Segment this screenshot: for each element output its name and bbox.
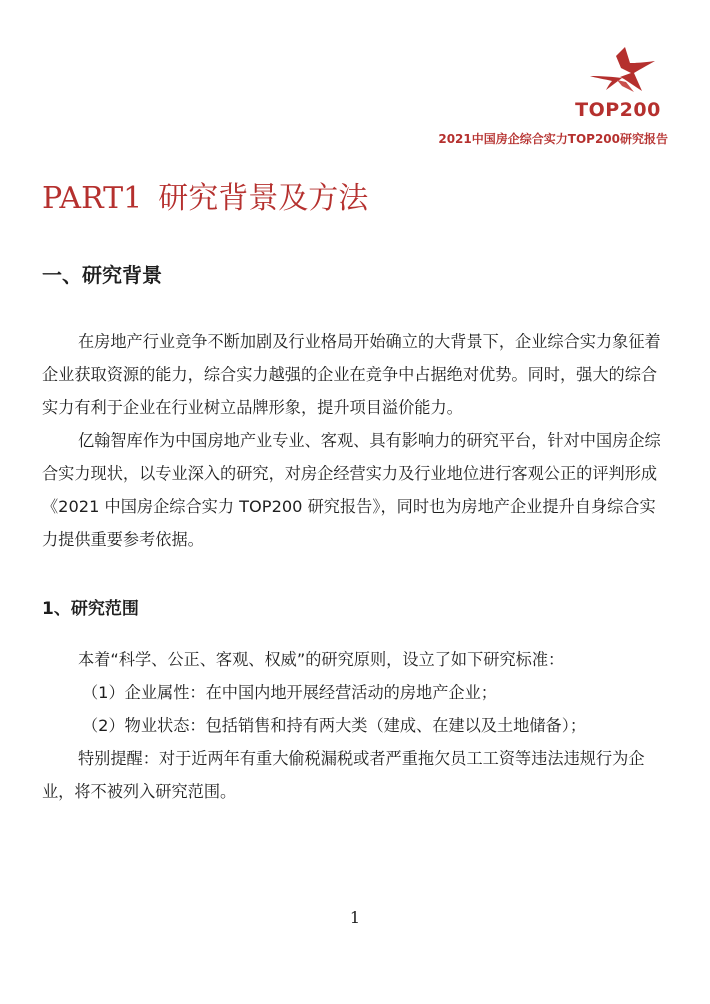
subsection-heading: 1、研究范围 (42, 599, 139, 619)
page-header (0, 0, 710, 160)
top200-logo (566, 46, 670, 124)
star-swoosh-icon (584, 46, 656, 98)
paragraph: 亿翰智库作为中国房地产业专业、客观、具有影响力的研究平台，针对中国房企综合实力现状，以专业深入的研究，对房企经营实力及行业地位进行客观公正的评判形成《2021 中国房企综合实力 TOP200 研究报告》，同时也为房地产企业提升自身综合实力提供重要参考依据。 (42, 431, 661, 549)
part-title-text: 研究背景及方法 (158, 181, 369, 216)
criteria-item: （1）企业属性：在中国内地开展经营活动的房地产企业； (82, 683, 497, 702)
page-number: 1 (349, 908, 361, 927)
paragraph: 在房地产行业竞争不断加剧及行业格局开始确立的大背景下，企业综合实力象征着企业获取资源的能力，综合实力越强的企业在竞争中占据绝对优势。同时，强大的综合实力有利于企业在行业树立品牌形象，提升项目溢价能力。 (42, 332, 661, 417)
logo-text: TOP200 (575, 99, 661, 121)
report-title: 2021中国房企综合实力TOP200研究报告 (438, 132, 668, 146)
criteria-item: （2）物业状态：包括销售和持有两大类（建成、在建以及土地储备）； (82, 716, 587, 735)
special-note: 特别提醒：对于近两年有重大偷税漏税或者严重拖欠员工工资等违法违规行为企业，将不被列入研究范围。 (42, 749, 645, 801)
part-title (42, 178, 368, 220)
research-principles-intro: 本着“科学、公正、客观、权威”的研究原则，设立了如下研究标准： (78, 650, 565, 669)
part-number: PART1 (42, 181, 143, 216)
section-heading: 一、研究背景 (42, 263, 162, 287)
